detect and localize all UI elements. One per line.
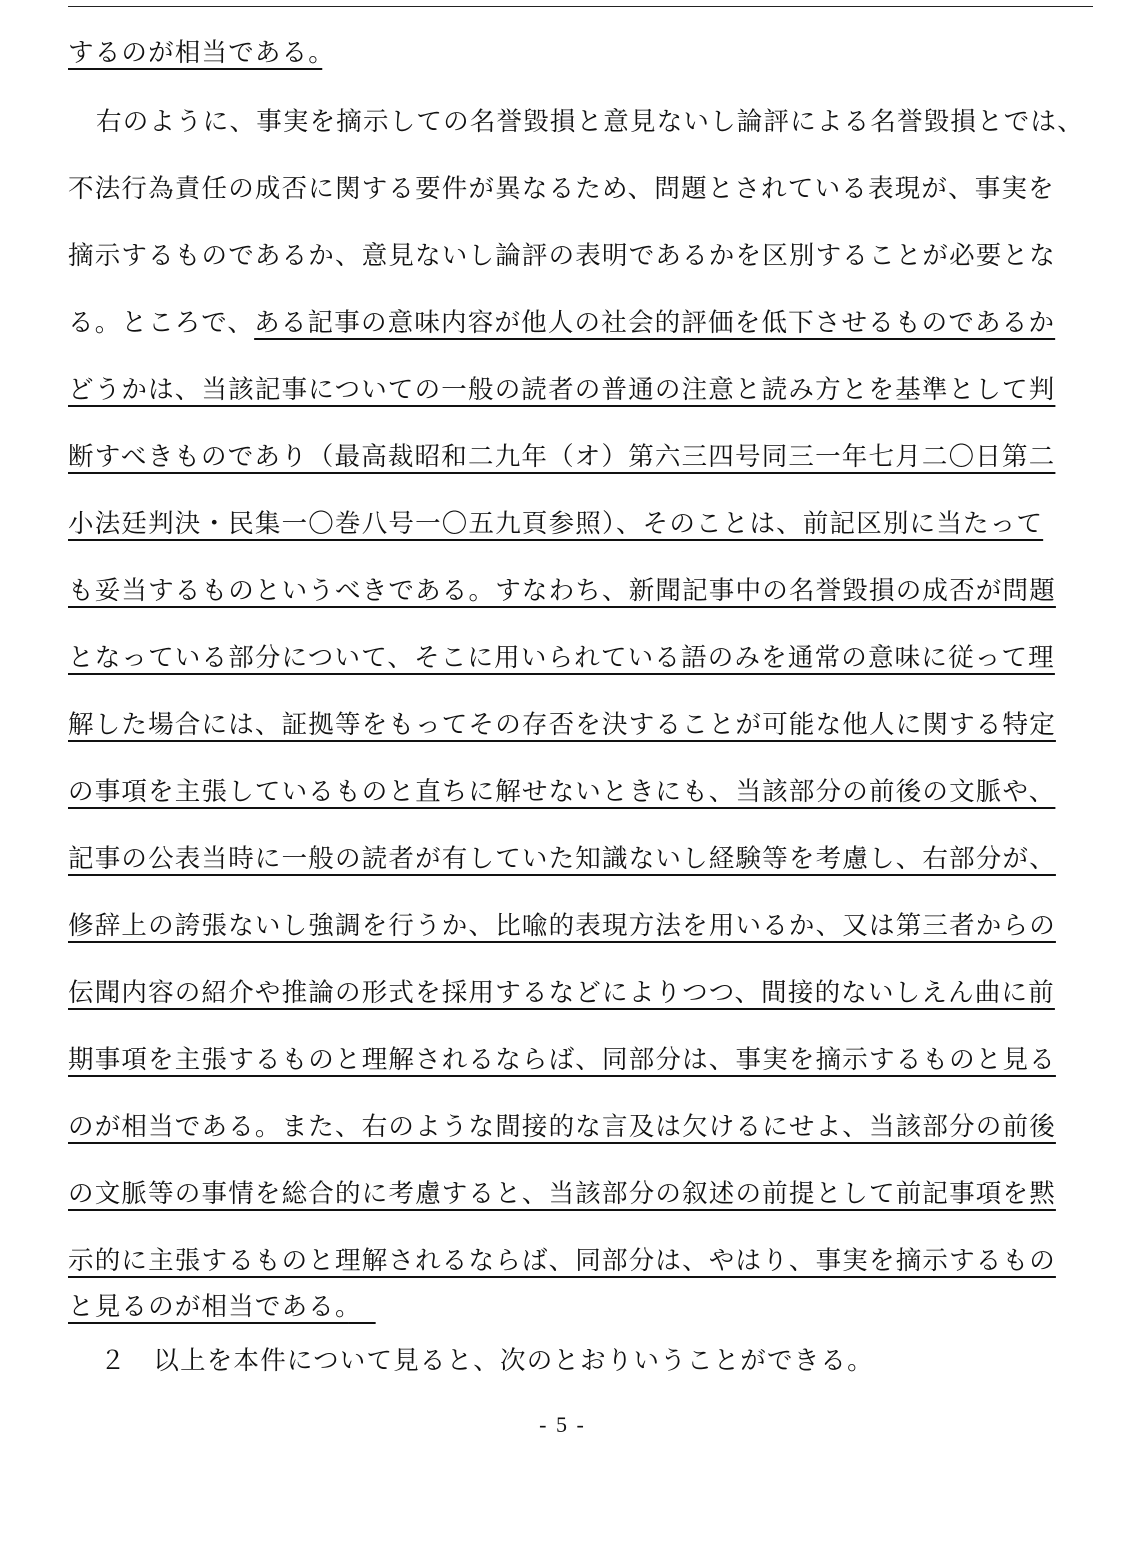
text-line-13: 記事の公表当時に一般の読者が有していた知識ないし経験等を考慮し、右部分が、 — [68, 844, 1056, 874]
section-heading-2: ２ 以上を本件について見ると、次のとおりいうことができる。 — [100, 1346, 874, 1376]
text-line-15: 伝聞内容の紹介や推論の形式を採用するなどによりつつ、間接的ないしえん曲に前 — [68, 978, 1055, 1008]
text-line-16: 期事項を主張するものと理解されるならば、同部分は、事実を摘示するものと見る — [68, 1045, 1056, 1075]
text-line-1: するのが相当である。 — [68, 38, 323, 68]
text-line-3: 不法行為責任の成否に関する要件が異なるため、問題とされている表現が、事実を — [68, 174, 1055, 204]
text-line-12: の事項を主張しているものと直ちに解せないときにも、当該部分の前後の文脈や、 — [68, 777, 1056, 807]
text-line-7: 断すべきものであり（最高裁昭和二九年（オ）第六三四号同三一年七月二〇日第二 — [68, 442, 1056, 472]
text-line-4: 摘示するものであるか、意見ないし論評の表明であるかを区別することが必要とな — [68, 241, 1056, 271]
text-line-11: 解した場合には、証拠等をもってその存否を決することが可能な他人に関する特定 — [68, 710, 1056, 740]
top-underline-fragment — [68, 0, 1093, 7]
text-line-17: のが相当である。また、右のような間接的な言及は欠けるにせよ、当該部分の前後 — [68, 1112, 1056, 1142]
text-line-10: となっている部分について、そこに用いられている語のみを通常の意味に従って理 — [68, 643, 1055, 673]
text-line-18: の文脈等の事情を総合的に考慮すると、当該部分の叙述の前提として前記事項を黙 — [68, 1179, 1056, 1209]
text-line-6: どうかは、当該記事についての一般の読者の普通の注意と読み方とを基準として判 — [68, 375, 1056, 405]
page-number: - 5 - — [539, 1412, 586, 1437]
text-line-20: と見るのが相当である。 — [68, 1292, 349, 1322]
text-line-14: 修辞上の誇張ないし強調を行うか、比喩的表現方法を用いるか、又は第三者からの — [68, 911, 1056, 941]
text-line-2: 右のように、事実を摘示しての名誉毀損と意見ないし論評による名誉毀損とでは、 — [96, 107, 1084, 137]
text-line-5: る。ところで、ある記事の意味内容が他人の社会的評価を低下させるものであるか — [68, 308, 1056, 338]
text-line-9: も妥当するものというべきである。すなわち、新聞記事中の名誉毀損の成否が問題 — [68, 576, 1056, 606]
text-line-19: 示的に主張するものと理解されるならば、同部分は、やはり、事実を摘示するもの — [68, 1246, 1056, 1276]
text-line-8: 小法廷判決・民集一〇巻八号一〇五九頁参照）、そのことは、前記区別に当たって — [68, 509, 1044, 539]
